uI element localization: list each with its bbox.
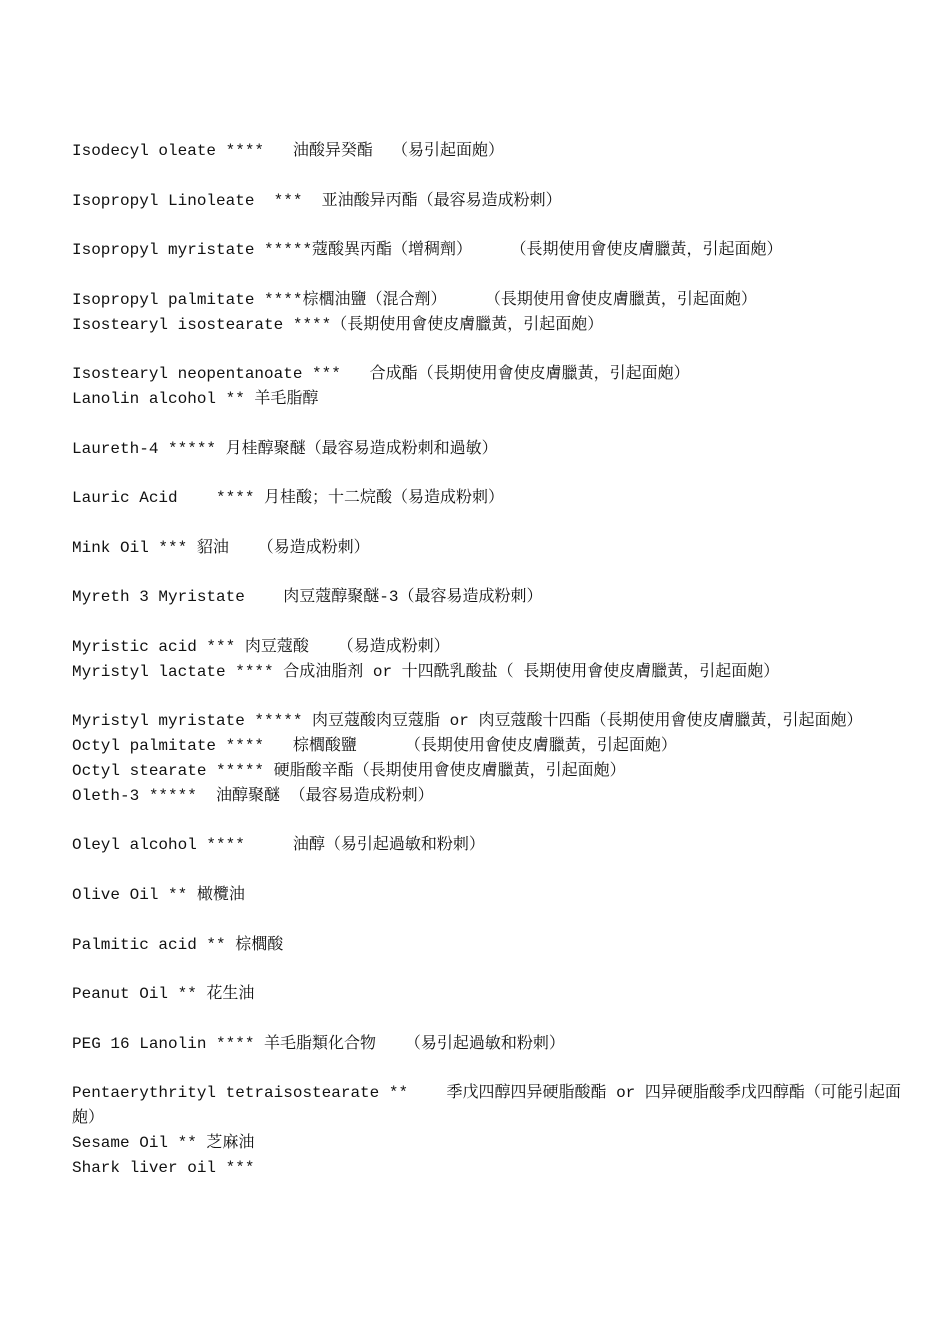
line-olive-oil: Olive Oil ** 橄欖油 (72, 885, 245, 904)
blank-line (72, 561, 902, 586)
line-myristic-acid: Myristic acid *** 肉豆蔻酸 （易造成粉刺） (72, 637, 450, 656)
line-palmitic-acid: Palmitic acid ** 棕櫚酸 (72, 935, 284, 954)
line-octyl-palmitate: Octyl palmitate **** 棕櫚酸鹽 （長期使用會使皮膚臘黃，引起面皰） (72, 737, 677, 756)
line-pentaerythrityl-tetraisostearate: Pentaerythrityl tetraisostearate ** 季戊四醇四异硬脂酸酯 or 四异硬脂酸季戊四醇酯（可能引起面皰） (72, 1084, 901, 1128)
blank-line (72, 412, 902, 437)
line-peg-16-lanolin: PEG 16 Lanolin **** 羊毛脂類化合物 （易引起過敏和粉刺） (72, 1034, 565, 1053)
document-body (72, 139, 902, 1180)
blank-line (72, 809, 902, 834)
blank-line (72, 908, 902, 933)
blank-line (72, 1007, 902, 1032)
blank-line (72, 610, 902, 635)
line-isopropyl-palmitate: Isopropyl palmitate ****棕櫚油鹽（混合劑） （長期使用會使皮膚臘黃，引起面皰） (72, 290, 757, 309)
line-oleyl-alcohol: Oleyl alcohol **** 油醇（易引起過敏和粉刺） (72, 836, 485, 855)
line-laureth-4: Laureth-4 ***** 月桂醇聚醚（最容易造成粉刺和過敏） (72, 439, 498, 458)
blank-line (72, 685, 902, 710)
blank-line (72, 1056, 902, 1081)
line-myreth-3-myristate: Myreth 3 Myristate 肉豆蔻醇聚醚-3（最容易造成粉刺） (72, 588, 543, 607)
line-mink-oil: Mink Oil *** 貂油 （易造成粉刺） (72, 538, 370, 557)
blank-line (72, 957, 902, 982)
blank-line (72, 511, 902, 536)
line-oleth-3: Oleth-3 ***** 油醇聚醚 （最容易造成粉刺） (72, 786, 434, 805)
line-octyl-stearate: Octyl stearate ***** 硬脂酸辛酯（長期使用會使皮膚臘黃，引起面皰） (72, 761, 626, 780)
blank-line (72, 461, 902, 486)
line-lauric-acid: Lauric Acid **** 月桂酸；十二烷酸（易造成粉刺） (72, 489, 505, 508)
blank-line (72, 337, 902, 362)
line-isostearyl-isostearate: Isostearyl isostearate ****（長期使用會使皮膚臘黃，引起面皰） (72, 315, 604, 334)
line-sesame-oil: Sesame Oil ** 芝麻油 (72, 1133, 255, 1152)
blank-line (72, 164, 902, 189)
blank-line (72, 263, 902, 288)
line-lanolin-alcohol: Lanolin alcohol ** 羊毛脂醇 (72, 389, 319, 408)
line-shark-liver-oil: Shark liver oil *** (72, 1158, 255, 1177)
line-isostearyl-neopentanoate: Isostearyl neopentanoate *** 合成酯（長期使用會使皮膚臘黃，引起面皰） (72, 365, 690, 384)
line-myristyl-myristate: Myristyl myristate ***** 肉豆蔻酸肉豆蔻脂 or 肉豆蔻酸十四酯（長期使用會使皮膚臘黃，引起面皰） (72, 712, 863, 731)
line-isodecyl-oleate: Isodecyl oleate **** 油酸异癸酯 （易引起面皰） (72, 142, 505, 160)
blank-line (72, 213, 902, 238)
blank-line (72, 858, 902, 883)
line-isopropyl-myristate: Isopropyl myristate *****蔻酸異丙酯（增稠劑） （長期使用會使皮膚臘黃，引起面皰） (72, 241, 783, 260)
line-isopropyl-linoleate: Isopropyl Linoleate *** 亚油酸异丙酯（最容易造成粉刺） (72, 191, 562, 210)
line-peanut-oil: Peanut Oil ** 花生油 (72, 985, 255, 1004)
line-myristyl-lactate: Myristyl lactate **** 合成油脂剂 or 十四酰乳酸盐（ 長期使用會使皮膚臘黃，引起面皰） (72, 662, 780, 681)
